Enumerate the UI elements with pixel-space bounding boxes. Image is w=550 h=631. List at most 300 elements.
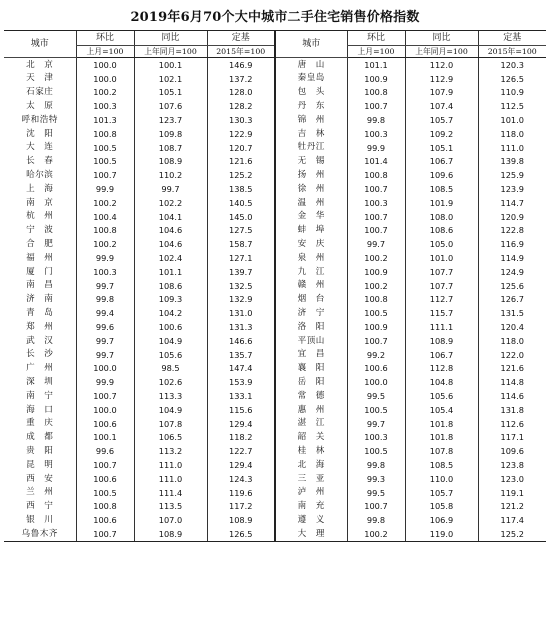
base-value-right: 125.6 (478, 279, 546, 293)
base-value-left: 137.2 (207, 72, 275, 86)
header-yoy-right: 同比 (405, 31, 478, 46)
base-value-left: 129.4 (207, 458, 275, 472)
city-name-right: 吉 林 (275, 127, 347, 141)
table-row (4, 86, 546, 100)
base-value-left: 153.9 (207, 375, 275, 389)
yoy-value-left: 108.9 (134, 155, 207, 169)
city-name-left: 西 安 (26, 473, 54, 484)
yoy-value-left: 102.1 (134, 72, 207, 86)
yoy-value-right: 108.9 (405, 334, 478, 348)
city-name-right: 大 理 (275, 527, 347, 541)
base-value-left: 115.6 (207, 403, 275, 417)
city-name-left: 银 川 (26, 514, 54, 525)
header-base-right: 定基 (478, 31, 546, 46)
city-name-left: 天 津 (26, 73, 54, 84)
mom-value-right: 99.3 (347, 472, 405, 486)
city-name-right: 无 锡 (275, 155, 347, 169)
mom-value-right: 100.7 (347, 334, 405, 348)
base-value-right: 101.0 (478, 113, 546, 127)
base-value-left: 122.9 (207, 127, 275, 141)
yoy-value-right: 107.9 (405, 86, 478, 100)
city-name-right: 桂 林 (275, 444, 347, 458)
yoy-value-left: 107.6 (134, 99, 207, 113)
table-row (4, 444, 546, 458)
base-value-left: 119.6 (207, 486, 275, 500)
yoy-value-right: 106.9 (405, 513, 478, 527)
base-value-right: 119.1 (478, 486, 546, 500)
mom-value-left: 100.7 (76, 458, 134, 472)
city-name-left: 南 昌 (26, 280, 54, 291)
base-value-right: 126.5 (478, 72, 546, 86)
table-row (4, 141, 546, 155)
yoy-value-right: 105.8 (405, 500, 478, 514)
city-name-right: 赣 州 (275, 279, 347, 293)
mom-value-left: 100.6 (76, 472, 134, 486)
yoy-value-left: 101.1 (134, 265, 207, 279)
base-value-left: 124.3 (207, 472, 275, 486)
city-name-right: 锦 州 (275, 113, 347, 127)
base-value-left: 120.7 (207, 141, 275, 155)
city-name-left: 呼和浩特 (21, 114, 58, 125)
mom-value-left: 100.0 (76, 403, 134, 417)
base-value-right: 117.1 (478, 431, 546, 445)
mom-value-right: 100.3 (347, 127, 405, 141)
yoy-value-left: 107.8 (134, 417, 207, 431)
city-name-right: 徐 州 (275, 182, 347, 196)
subheader-base-right: 2015年=100 (478, 46, 546, 58)
mom-value-left: 100.8 (76, 127, 134, 141)
subheader-mom-right: 上月=100 (347, 46, 405, 58)
city-name-left: 乌鲁木齐 (4, 527, 76, 541)
mom-value-left: 100.2 (76, 86, 134, 100)
base-value-right: 121.6 (478, 362, 546, 376)
base-value-right: 114.9 (478, 251, 546, 265)
yoy-value-right: 101.0 (405, 251, 478, 265)
city-name-left: 成 都 (26, 432, 54, 443)
mom-value-left: 99.7 (76, 348, 134, 362)
city-name-left: 南 宁 (26, 390, 54, 401)
base-value-right: 120.3 (478, 58, 546, 72)
base-value-left: 132.9 (207, 293, 275, 307)
city-name-left: 青 岛 (26, 307, 54, 318)
base-value-right: 139.8 (478, 155, 546, 169)
table-row (4, 293, 546, 307)
yoy-value-left: 105.6 (134, 348, 207, 362)
city-name-right: 南 充 (275, 500, 347, 514)
yoy-value-left: 104.6 (134, 224, 207, 238)
mom-value-right: 100.9 (347, 265, 405, 279)
base-value-right: 120.9 (478, 210, 546, 224)
yoy-value-right: 101.9 (405, 196, 478, 210)
base-value-left: 138.5 (207, 182, 275, 196)
city-name-left: 广 州 (26, 363, 54, 374)
city-name-right: 北 海 (275, 458, 347, 472)
base-value-left: 127.5 (207, 224, 275, 238)
base-value-right: 114.7 (478, 196, 546, 210)
table-row (4, 99, 546, 113)
mom-value-right: 100.3 (347, 431, 405, 445)
base-value-right: 117.4 (478, 513, 546, 527)
base-value-right: 120.4 (478, 320, 546, 334)
yoy-value-right: 106.7 (405, 348, 478, 362)
base-value-left: 145.0 (207, 210, 275, 224)
city-name-right: 湛 江 (275, 417, 347, 431)
table-row (4, 389, 546, 403)
table-row (4, 279, 546, 293)
city-name-right: 平顶山 (275, 334, 347, 348)
yoy-value-left: 111.0 (134, 472, 207, 486)
city-name-right: 泸 州 (275, 486, 347, 500)
city-name-left: 上 海 (26, 183, 54, 194)
base-value-right: 114.6 (478, 389, 546, 403)
base-value-right: 124.9 (478, 265, 546, 279)
city-name-right: 泉 州 (275, 251, 347, 265)
mom-value-right: 100.7 (347, 210, 405, 224)
city-name-right: 韶 关 (275, 431, 347, 445)
table-row (4, 362, 546, 376)
yoy-value-left: 105.1 (134, 86, 207, 100)
city-name-right: 济 宁 (275, 306, 347, 320)
base-value-left: 139.7 (207, 265, 275, 279)
city-name-left: 大 连 (26, 142, 54, 153)
mom-value-left: 99.7 (76, 279, 134, 293)
base-value-left: 158.7 (207, 237, 275, 251)
mom-value-right: 100.2 (347, 279, 405, 293)
base-value-left: 128.0 (207, 86, 275, 100)
mom-value-left: 100.0 (76, 72, 134, 86)
mom-value-left: 100.0 (76, 58, 134, 72)
base-value-left: 117.2 (207, 500, 275, 514)
mom-value-left: 99.9 (76, 375, 134, 389)
yoy-value-left: 104.9 (134, 403, 207, 417)
mom-value-right: 99.8 (347, 513, 405, 527)
city-name-right: 三 亚 (275, 472, 347, 486)
city-name-right: 襄 阳 (275, 362, 347, 376)
yoy-value-right: 119.0 (405, 527, 478, 541)
city-name-right: 唐 山 (275, 58, 347, 72)
table-row (4, 210, 546, 224)
city-name-left: 深 圳 (26, 376, 54, 387)
mom-value-left: 99.6 (76, 444, 134, 458)
base-value-right: 112.5 (478, 99, 546, 113)
base-value-right: 121.2 (478, 500, 546, 514)
yoy-value-right: 112.9 (405, 72, 478, 86)
mom-value-right: 100.0 (347, 375, 405, 389)
table-row (4, 224, 546, 238)
yoy-value-right: 105.6 (405, 389, 478, 403)
table-row (4, 500, 546, 514)
mom-value-left: 99.8 (76, 293, 134, 307)
base-value-right: 123.8 (478, 458, 546, 472)
base-value-left: 140.5 (207, 196, 275, 210)
base-value-left: 131.0 (207, 306, 275, 320)
table-row (4, 127, 546, 141)
table-row (4, 334, 546, 348)
base-value-right: 125.9 (478, 168, 546, 182)
yoy-value-left: 106.5 (134, 431, 207, 445)
city-name-right: 洛 阳 (275, 320, 347, 334)
yoy-value-right: 112.8 (405, 362, 478, 376)
mom-value-right: 100.5 (347, 403, 405, 417)
yoy-value-right: 109.6 (405, 168, 478, 182)
yoy-value-right: 101.8 (405, 431, 478, 445)
yoy-value-right: 105.1 (405, 141, 478, 155)
yoy-value-left: 104.9 (134, 334, 207, 348)
mom-value-right: 100.7 (347, 224, 405, 238)
city-name-right: 包 头 (275, 86, 347, 100)
mom-value-left: 100.0 (76, 362, 134, 376)
base-value-left: 133.1 (207, 389, 275, 403)
yoy-value-left: 108.7 (134, 141, 207, 155)
city-name-right: 牡丹江 (275, 141, 347, 155)
base-value-right: 116.9 (478, 237, 546, 251)
yoy-value-right: 112.7 (405, 293, 478, 307)
yoy-value-right: 105.0 (405, 237, 478, 251)
city-name-right: 烟 台 (275, 293, 347, 307)
mom-value-right: 100.7 (347, 500, 405, 514)
city-name-left: 南 京 (26, 197, 54, 208)
mom-value-right: 99.5 (347, 389, 405, 403)
table-row (4, 472, 546, 486)
base-value-left: 146.9 (207, 58, 275, 72)
yoy-value-left: 123.7 (134, 113, 207, 127)
base-value-left: 118.2 (207, 431, 275, 445)
mom-value-right: 100.5 (347, 306, 405, 320)
base-value-left: 126.5 (207, 527, 275, 541)
yoy-value-right: 107.7 (405, 265, 478, 279)
table-row (4, 58, 546, 72)
city-name-left: 石家庄 (26, 87, 54, 98)
yoy-value-left: 108.6 (134, 279, 207, 293)
yoy-value-left: 111.0 (134, 458, 207, 472)
base-value-right: 126.7 (478, 293, 546, 307)
base-value-left: 147.4 (207, 362, 275, 376)
mom-value-left: 100.1 (76, 431, 134, 445)
yoy-value-left: 104.1 (134, 210, 207, 224)
yoy-value-left: 99.7 (134, 182, 207, 196)
mom-value-right: 100.8 (347, 86, 405, 100)
city-name-left: 福 州 (26, 252, 54, 263)
city-name-left: 昆 明 (26, 459, 54, 470)
base-value-right: 131.8 (478, 403, 546, 417)
base-value-right: 122.8 (478, 224, 546, 238)
header-base-left: 定基 (207, 31, 275, 46)
mom-value-right: 99.8 (347, 458, 405, 472)
yoy-value-right: 107.8 (405, 444, 478, 458)
city-name-right: 金 华 (275, 210, 347, 224)
base-value-right: 125.2 (478, 527, 546, 541)
city-name-left: 长 沙 (26, 349, 54, 360)
city-name-left: 北 京 (26, 59, 54, 70)
mom-value-right: 99.8 (347, 113, 405, 127)
table-row (4, 458, 546, 472)
mom-value-right: 100.7 (347, 99, 405, 113)
mom-value-left: 99.7 (76, 334, 134, 348)
table-row (4, 486, 546, 500)
city-name-left: 太 原 (26, 100, 54, 111)
yoy-value-left: 111.4 (134, 486, 207, 500)
mom-value-left: 100.7 (76, 389, 134, 403)
mom-value-left: 100.5 (76, 155, 134, 169)
base-value-right: 111.0 (478, 141, 546, 155)
header-mom-left: 环比 (76, 31, 134, 46)
yoy-value-left: 107.0 (134, 513, 207, 527)
base-value-right: 112.6 (478, 417, 546, 431)
city-name-right: 遵 义 (275, 513, 347, 527)
base-value-right: 110.9 (478, 86, 546, 100)
base-value-right: 122.0 (478, 348, 546, 362)
yoy-value-left: 102.6 (134, 375, 207, 389)
city-name-right: 丹 东 (275, 99, 347, 113)
table-row (4, 320, 546, 334)
price-index-table (4, 30, 546, 542)
yoy-value-right: 106.7 (405, 155, 478, 169)
city-name-right: 宜 昌 (275, 348, 347, 362)
base-value-left: 135.7 (207, 348, 275, 362)
mom-value-left: 100.2 (76, 196, 134, 210)
city-name-left: 哈尔滨 (26, 169, 54, 180)
base-value-left: 131.3 (207, 320, 275, 334)
header-city-right: 城市 (275, 31, 347, 58)
city-name-left: 西 宁 (26, 501, 54, 512)
table-row (4, 403, 546, 417)
table-row (4, 513, 546, 527)
mom-value-left: 99.4 (76, 306, 134, 320)
yoy-value-right: 107.4 (405, 99, 478, 113)
mom-value-right: 99.7 (347, 237, 405, 251)
mom-value-left: 99.9 (76, 251, 134, 265)
base-value-right: 118.0 (478, 334, 546, 348)
table-row (4, 527, 546, 541)
table-row (4, 306, 546, 320)
mom-value-left: 100.5 (76, 141, 134, 155)
yoy-value-left: 102.2 (134, 196, 207, 210)
header-yoy-left: 同比 (134, 31, 207, 46)
yoy-value-right: 108.5 (405, 182, 478, 196)
city-name-right: 惠 州 (275, 403, 347, 417)
mom-value-right: 100.3 (347, 196, 405, 210)
mom-value-right: 99.7 (347, 417, 405, 431)
mom-value-left: 100.8 (76, 500, 134, 514)
yoy-value-right: 108.5 (405, 458, 478, 472)
mom-value-right: 99.2 (347, 348, 405, 362)
base-value-left: 108.9 (207, 513, 275, 527)
table-row (4, 196, 546, 210)
table-row (4, 113, 546, 127)
table-row (4, 431, 546, 445)
table-row (4, 237, 546, 251)
city-name-left: 长 春 (26, 156, 54, 167)
mom-value-right: 99.5 (347, 486, 405, 500)
yoy-value-right: 112.0 (405, 58, 478, 72)
mom-value-left: 100.3 (76, 265, 134, 279)
city-name-left: 宁 波 (26, 225, 54, 236)
city-name-left: 杭 州 (26, 211, 54, 222)
yoy-value-left: 104.2 (134, 306, 207, 320)
base-value-left: 121.6 (207, 155, 275, 169)
city-name-right: 秦皇岛 (275, 72, 347, 86)
yoy-value-left: 110.2 (134, 168, 207, 182)
header-mom-right: 环比 (347, 31, 405, 46)
yoy-value-left: 109.8 (134, 127, 207, 141)
page-title: 2019年6月70个大中城市二手住宅销售价格指数 (130, 10, 420, 25)
table-row (4, 375, 546, 389)
base-value-right: 109.6 (478, 444, 546, 458)
mom-value-right: 100.2 (347, 527, 405, 541)
yoy-value-left: 98.5 (134, 362, 207, 376)
yoy-value-right: 108.0 (405, 210, 478, 224)
city-name-left: 重 庆 (26, 418, 54, 429)
mom-value-left: 100.5 (76, 486, 134, 500)
city-name-left: 合 肥 (26, 238, 54, 249)
mom-value-right: 100.9 (347, 320, 405, 334)
subheader-yoy-right: 上年同月=100 (405, 46, 478, 58)
mom-value-left: 100.7 (76, 527, 134, 541)
table-row (4, 348, 546, 362)
yoy-value-left: 108.9 (134, 527, 207, 541)
base-value-right: 131.5 (478, 306, 546, 320)
mom-value-left: 101.3 (76, 113, 134, 127)
mom-value-left: 100.2 (76, 237, 134, 251)
subheader-base-left: 2015年=100 (207, 46, 275, 58)
table-row (4, 155, 546, 169)
mom-value-right: 101.4 (347, 155, 405, 169)
subheader-yoy-left: 上年同月=100 (134, 46, 207, 58)
yoy-value-right: 104.8 (405, 375, 478, 389)
yoy-value-left: 100.6 (134, 320, 207, 334)
subheader-mom-left: 上月=100 (76, 46, 134, 58)
yoy-value-right: 111.1 (405, 320, 478, 334)
city-name-left: 厦 门 (26, 266, 54, 277)
base-value-left: 122.7 (207, 444, 275, 458)
table-row (4, 168, 546, 182)
mom-value-right: 100.8 (347, 293, 405, 307)
yoy-value-right: 105.7 (405, 486, 478, 500)
city-name-left: 沈 阳 (26, 128, 54, 139)
city-name-left: 武 汉 (26, 335, 54, 346)
base-value-left: 125.2 (207, 168, 275, 182)
yoy-value-left: 113.3 (134, 389, 207, 403)
base-value-right: 123.9 (478, 182, 546, 196)
yoy-value-right: 107.7 (405, 279, 478, 293)
base-value-left: 130.3 (207, 113, 275, 127)
base-value-right: 118.0 (478, 127, 546, 141)
header-city-left: 城市 (4, 31, 76, 58)
city-name-right: 常 德 (275, 389, 347, 403)
yoy-value-right: 101.8 (405, 417, 478, 431)
table-row (4, 265, 546, 279)
mom-value-right: 100.5 (347, 444, 405, 458)
table-row (4, 72, 546, 86)
mom-value-right: 100.6 (347, 362, 405, 376)
yoy-value-left: 104.6 (134, 237, 207, 251)
yoy-value-right: 115.7 (405, 306, 478, 320)
table-row (4, 417, 546, 431)
base-value-left: 127.1 (207, 251, 275, 265)
city-name-left: 贵 阳 (26, 445, 54, 456)
mom-value-right: 100.9 (347, 72, 405, 86)
mom-value-left: 99.9 (76, 182, 134, 196)
yoy-value-left: 102.4 (134, 251, 207, 265)
yoy-value-left: 109.3 (134, 293, 207, 307)
mom-value-left: 100.6 (76, 513, 134, 527)
mom-value-right: 100.2 (347, 251, 405, 265)
yoy-value-left: 113.2 (134, 444, 207, 458)
base-value-right: 123.0 (478, 472, 546, 486)
yoy-value-left: 113.5 (134, 500, 207, 514)
mom-value-left: 100.4 (76, 210, 134, 224)
table-row (4, 182, 546, 196)
